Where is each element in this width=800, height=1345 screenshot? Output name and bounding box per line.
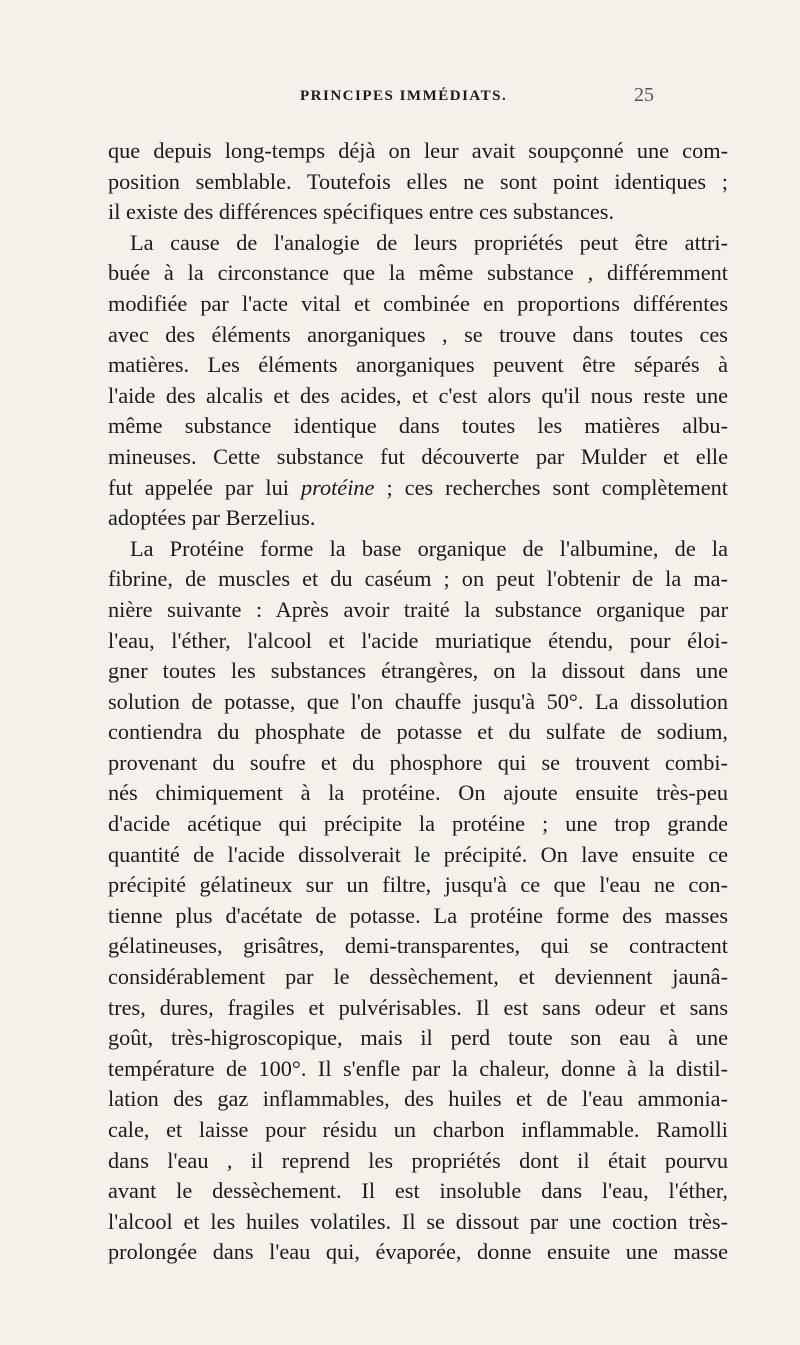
- text-line: buée à la circonstance que la même substance , différemment: [108, 260, 728, 286]
- text-line: La cause de l'analogie de leurs propriétés peut être attri-: [130, 229, 728, 255]
- paragraph-3: [108, 534, 728, 1268]
- text-line: goût, très-higroscopique, mais il perd toute son eau à une: [108, 1025, 728, 1051]
- text-line: mineuses. Cette substance fut découverte par Mulder et elle: [108, 443, 728, 469]
- text-line: provenant du soufre et du phosphore qui se trouvent combi-: [108, 749, 728, 775]
- text-line: modifiée par l'acte vital et combinée en proportions différentes: [108, 290, 728, 316]
- text-line: nière suivante : Après avoir traité la substance organique par: [108, 596, 728, 622]
- text-line: avant le dessèchement. Il est insoluble dans l'eau, l'éther,: [108, 1178, 728, 1204]
- italic-term: protéine: [300, 474, 375, 500]
- text-line: matières. Les éléments anorganiques peuvent être séparés à: [108, 352, 728, 378]
- text-line: prolongée dans l'eau qui, évaporée, donne ensuite une masse: [108, 1239, 728, 1265]
- text-line: gélatineuses, grisâtres, demi-transparentes, qui se contractent: [108, 933, 728, 959]
- text-line: La Protéine forme la base organique de l'albumine, de la: [130, 535, 728, 561]
- text-line: l'aide des alcalis et des acides, et c'est alors qu'il nous reste une: [108, 382, 728, 408]
- text-line: tienne plus d'acétate de potasse. La protéine forme des masses: [108, 902, 728, 928]
- page-number: 25: [634, 84, 654, 106]
- text-line: gner toutes les substances étrangères, on la dissout dans une: [108, 658, 728, 684]
- text-line: lation des gaz inflammables, des huiles et de l'eau ammonia-: [108, 1086, 728, 1112]
- text-line: température de 100°. Il s'enfle par la chaleur, donne à la distil-: [108, 1055, 728, 1081]
- paragraph-2: [108, 228, 728, 534]
- text-line: d'acide acétique qui précipite la protéine ; une trop grande: [108, 811, 728, 837]
- text-line: avec des éléments anorganiques , se trouve dans toutes ces: [108, 321, 728, 347]
- text-line: cale, et laisse pour résidu un charbon inflammable. Ramolli: [108, 1117, 728, 1142]
- text-line: adoptées par Berzelius.: [108, 505, 316, 531]
- text-fragment: fut appelée par lui: [108, 474, 301, 500]
- text-fragment: ; ces recherches sont complètement: [374, 474, 728, 500]
- text-line: même substance identique dans toutes les matières albu-: [108, 413, 728, 439]
- text-line-with-italic: [108, 473, 728, 504]
- body-text: [108, 136, 728, 1268]
- text-line: quantité de l'acide dissolverait le précipité. On lave ensuite ce: [108, 841, 728, 867]
- paragraph-1: [108, 136, 728, 228]
- text-line: considérablement par le dessèchement, et deviennent jaunâ-: [108, 964, 728, 990]
- text-line: l'alcool et les huiles volatiles. Il se dissout par une coction très-: [108, 1208, 728, 1234]
- text-line: position semblable. Toutefois elles ne sont point identiques ;: [108, 168, 728, 194]
- text-line: dans l'eau , il reprend les propriétés dont il était pourvu: [108, 1147, 728, 1173]
- text-line: nés chimiquement à la protéine. On ajoute ensuite très-peu: [108, 780, 728, 806]
- text-line: fibrine, de muscles et du caséum ; on peut l'obtenir de la ma-: [108, 566, 728, 592]
- text-line: précipité gélatineux sur un filtre, jusqu'à ce que l'eau ne con-: [108, 872, 728, 898]
- text-line: solution de potasse, que l'on chauffe jusqu'à 50°. La dissolution: [108, 688, 728, 714]
- running-title: PRINCIPES IMMÉDIATS.: [300, 88, 508, 104]
- text-line: que depuis long-temps déjà on leur avait soupçonné une com-: [108, 138, 728, 163]
- text-line: contiendra du phosphate de potasse et du sulfate de sodium,: [108, 719, 728, 745]
- text-line: tres, dures, fragiles et pulvérisables. Il est sans odeur et sans: [108, 994, 728, 1020]
- text-line: l'eau, l'éther, l'alcool et l'acide muriatique étendu, pour éloi-: [108, 627, 728, 653]
- text-line: il existe des différences spécifiques entre ces substances.: [108, 199, 615, 225]
